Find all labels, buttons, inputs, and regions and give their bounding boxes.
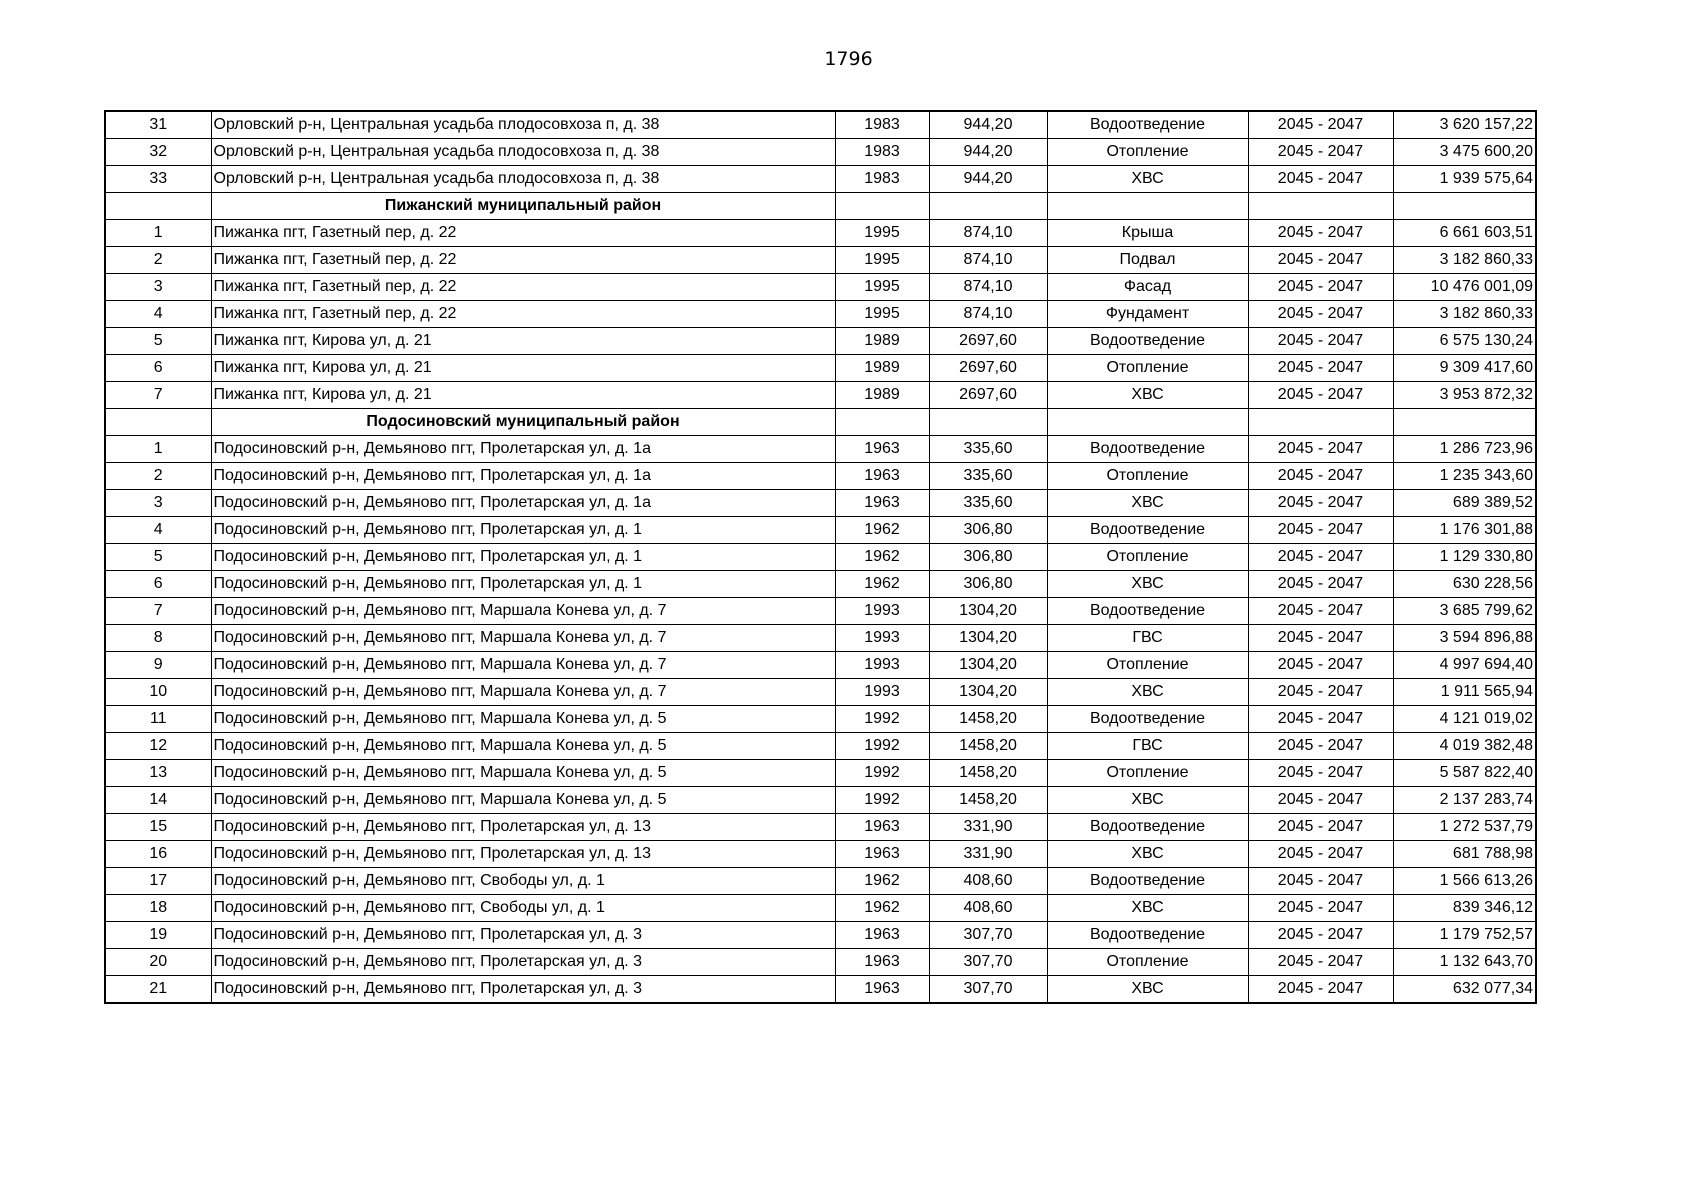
cost-cell: 630 228,56 [1393,571,1536,598]
page-number: 1796 [824,48,873,70]
area-cell: 335,60 [929,490,1047,517]
period-cell: 2045 - 2047 [1248,139,1393,166]
work-type-cell: Водоотведение [1047,598,1248,625]
period-cell: 2045 - 2047 [1248,328,1393,355]
area-cell: 1304,20 [929,625,1047,652]
area-cell: 307,70 [929,976,1047,1004]
period-cell: 2045 - 2047 [1248,220,1393,247]
year-cell: 1963 [835,490,929,517]
table-row [105,301,1536,328]
year-cell: 1995 [835,274,929,301]
table-row [105,922,1536,949]
section-header-row [105,409,1536,436]
table-row [105,598,1536,625]
address-cell: Орловский р-н, Центральная усадьба плодосовхоза п, д. 38 [211,139,835,166]
work-type-cell: ХВС [1047,841,1248,868]
year-cell: 1962 [835,544,929,571]
work-type-cell: ХВС [1047,382,1248,409]
row-number: 7 [105,382,211,409]
address-cell: Подосиновский р-н, Демьяново пгт, Пролетарская ул, д. 1 [211,517,835,544]
table-row [105,760,1536,787]
table-row [105,733,1536,760]
year-cell: 1989 [835,355,929,382]
empty-cell [929,193,1047,220]
address-cell: Подосиновский р-н, Демьяново пгт, Маршала Конева ул, д. 5 [211,787,835,814]
table-row [105,544,1536,571]
year-cell: 1992 [835,733,929,760]
work-type-cell: Отопление [1047,652,1248,679]
table-row [105,841,1536,868]
period-cell: 2045 - 2047 [1248,490,1393,517]
year-cell: 1983 [835,139,929,166]
year-cell: 1992 [835,760,929,787]
period-cell: 2045 - 2047 [1248,760,1393,787]
address-cell: Орловский р-н, Центральная усадьба плодосовхоза п, д. 38 [211,111,835,139]
work-type-cell: Фасад [1047,274,1248,301]
area-cell: 2697,60 [929,328,1047,355]
area-cell: 1458,20 [929,706,1047,733]
area-cell: 1304,20 [929,652,1047,679]
cost-cell: 1 176 301,88 [1393,517,1536,544]
cost-cell: 839 346,12 [1393,895,1536,922]
address-cell: Подосиновский р-н, Демьяново пгт, Пролетарская ул, д. 1а [211,490,835,517]
address-cell: Пижанка пгт, Газетный пер, д. 22 [211,274,835,301]
row-number: 5 [105,544,211,571]
year-cell: 1993 [835,625,929,652]
empty-cell [1393,193,1536,220]
row-number: 15 [105,814,211,841]
work-type-cell: Водоотведение [1047,111,1248,139]
period-cell: 2045 - 2047 [1248,598,1393,625]
area-cell: 331,90 [929,841,1047,868]
area-cell: 874,10 [929,301,1047,328]
row-number: 4 [105,301,211,328]
row-number: 19 [105,922,211,949]
cost-cell: 1 129 330,80 [1393,544,1536,571]
cost-cell: 1 939 575,64 [1393,166,1536,193]
work-type-cell: Отопление [1047,355,1248,382]
work-type-cell: ХВС [1047,571,1248,598]
area-cell: 306,80 [929,544,1047,571]
year-cell: 1963 [835,841,929,868]
empty-cell [105,193,211,220]
work-type-cell: ХВС [1047,166,1248,193]
row-number: 32 [105,139,211,166]
year-cell: 1992 [835,706,929,733]
address-cell: Подосиновский р-н, Демьяново пгт, Маршала Конева ул, д. 7 [211,652,835,679]
year-cell: 1995 [835,247,929,274]
row-number: 7 [105,598,211,625]
table-row [105,166,1536,193]
area-cell: 1458,20 [929,760,1047,787]
row-number: 31 [105,111,211,139]
period-cell: 2045 - 2047 [1248,571,1393,598]
cost-cell: 3 685 799,62 [1393,598,1536,625]
row-number: 3 [105,274,211,301]
work-type-cell: Отопление [1047,949,1248,976]
period-cell: 2045 - 2047 [1248,976,1393,1004]
address-cell: Пижанка пгт, Газетный пер, д. 22 [211,301,835,328]
table-row [105,436,1536,463]
section-header-row [105,193,1536,220]
cost-cell: 4 997 694,40 [1393,652,1536,679]
area-cell: 307,70 [929,949,1047,976]
row-number: 6 [105,571,211,598]
row-number: 18 [105,895,211,922]
address-cell: Подосиновский р-н, Демьяново пгт, Свободы ул, д. 1 [211,895,835,922]
area-cell: 306,80 [929,517,1047,544]
area-cell: 1304,20 [929,598,1047,625]
address-cell: Подосиновский р-н, Демьяново пгт, Пролетарская ул, д. 1а [211,436,835,463]
year-cell: 1995 [835,220,929,247]
table-row [105,139,1536,166]
cost-cell: 4 121 019,02 [1393,706,1536,733]
address-cell: Орловский р-н, Центральная усадьба плодосовхоза п, д. 38 [211,166,835,193]
area-cell: 306,80 [929,571,1047,598]
row-number: 13 [105,760,211,787]
cost-cell: 9 309 417,60 [1393,355,1536,382]
empty-cell [1248,193,1393,220]
address-cell: Подосиновский р-н, Демьяново пгт, Маршала Конева ул, д. 7 [211,598,835,625]
table-row [105,652,1536,679]
period-cell: 2045 - 2047 [1248,652,1393,679]
area-cell: 944,20 [929,111,1047,139]
address-cell: Подосиновский р-н, Демьяново пгт, Пролетарская ул, д. 13 [211,814,835,841]
area-cell: 874,10 [929,220,1047,247]
row-number: 17 [105,868,211,895]
row-number: 2 [105,463,211,490]
address-cell: Подосиновский р-н, Демьяново пгт, Пролетарская ул, д. 13 [211,841,835,868]
work-type-cell: Водоотведение [1047,517,1248,544]
work-type-cell: Водоотведение [1047,868,1248,895]
address-cell: Подосиновский р-н, Демьяново пгт, Пролетарская ул, д. 3 [211,922,835,949]
work-type-cell: ХВС [1047,895,1248,922]
row-number: 2 [105,247,211,274]
cost-cell: 632 077,34 [1393,976,1536,1004]
year-cell: 1963 [835,463,929,490]
cost-cell: 1 179 752,57 [1393,922,1536,949]
address-cell: Подосиновский р-н, Демьяново пгт, Пролетарская ул, д. 1 [211,571,835,598]
row-number: 11 [105,706,211,733]
cost-cell: 1 911 565,94 [1393,679,1536,706]
address-cell: Пижанка пгт, Кирова ул, д. 21 [211,355,835,382]
cost-cell: 3 182 860,33 [1393,247,1536,274]
cost-cell: 3 475 600,20 [1393,139,1536,166]
cost-cell: 1 286 723,96 [1393,436,1536,463]
work-type-cell: Отопление [1047,544,1248,571]
year-cell: 1993 [835,652,929,679]
cost-cell: 689 389,52 [1393,490,1536,517]
row-number: 4 [105,517,211,544]
cost-cell: 3 620 157,22 [1393,111,1536,139]
row-number: 8 [105,625,211,652]
period-cell: 2045 - 2047 [1248,247,1393,274]
work-type-cell: Водоотведение [1047,706,1248,733]
table-row [105,463,1536,490]
period-cell: 2045 - 2047 [1248,436,1393,463]
period-cell: 2045 - 2047 [1248,787,1393,814]
data-table [104,110,1537,1004]
table-row [105,787,1536,814]
period-cell: 2045 - 2047 [1248,679,1393,706]
table-body [105,111,1536,1003]
table-row [105,868,1536,895]
cost-cell: 5 587 822,40 [1393,760,1536,787]
year-cell: 1963 [835,976,929,1004]
year-cell: 1962 [835,895,929,922]
cost-cell: 3 182 860,33 [1393,301,1536,328]
table-row [105,490,1536,517]
period-cell: 2045 - 2047 [1248,949,1393,976]
cost-cell: 4 019 382,48 [1393,733,1536,760]
table-row [105,247,1536,274]
row-number: 6 [105,355,211,382]
cost-cell: 3 953 872,32 [1393,382,1536,409]
table-row [105,355,1536,382]
table-row [105,976,1536,1004]
work-type-cell: ХВС [1047,490,1248,517]
year-cell: 1962 [835,517,929,544]
period-cell: 2045 - 2047 [1248,922,1393,949]
address-cell: Пижанка пгт, Газетный пер, д. 22 [211,220,835,247]
empty-cell [105,409,211,436]
area-cell: 874,10 [929,247,1047,274]
address-cell: Подосиновский р-н, Демьяново пгт, Маршала Конева ул, д. 5 [211,733,835,760]
table-row [105,220,1536,247]
area-cell: 944,20 [929,166,1047,193]
row-number: 12 [105,733,211,760]
cost-cell: 1 235 343,60 [1393,463,1536,490]
area-cell: 331,90 [929,814,1047,841]
area-cell: 1304,20 [929,679,1047,706]
period-cell: 2045 - 2047 [1248,733,1393,760]
address-cell: Подосиновский р-н, Демьяново пгт, Свободы ул, д. 1 [211,868,835,895]
address-cell: Подосиновский р-н, Демьяново пгт, Маршала Конева ул, д. 7 [211,679,835,706]
table-row [105,274,1536,301]
work-type-cell: ХВС [1047,787,1248,814]
cost-cell: 1 272 537,79 [1393,814,1536,841]
period-cell: 2045 - 2047 [1248,841,1393,868]
table-row [105,895,1536,922]
cost-cell: 1 132 643,70 [1393,949,1536,976]
address-cell: Подосиновский р-н, Демьяново пгт, Пролетарская ул, д. 3 [211,949,835,976]
address-cell: Подосиновский р-н, Демьяново пгт, Маршала Конева ул, д. 5 [211,760,835,787]
work-type-cell: Отопление [1047,463,1248,490]
year-cell: 1995 [835,301,929,328]
row-number: 20 [105,949,211,976]
year-cell: 1989 [835,382,929,409]
year-cell: 1962 [835,868,929,895]
empty-cell [835,193,929,220]
cost-cell: 2 137 283,74 [1393,787,1536,814]
address-cell: Пижанка пгт, Кирова ул, д. 21 [211,382,835,409]
table-row [105,949,1536,976]
year-cell: 1993 [835,679,929,706]
work-type-cell: Водоотведение [1047,436,1248,463]
period-cell: 2045 - 2047 [1248,274,1393,301]
period-cell: 2045 - 2047 [1248,382,1393,409]
address-cell: Пижанка пгт, Газетный пер, д. 22 [211,247,835,274]
table-row [105,706,1536,733]
period-cell: 2045 - 2047 [1248,111,1393,139]
row-number: 21 [105,976,211,1004]
section-title: Подосиновский муниципальный район [211,409,835,436]
row-number: 5 [105,328,211,355]
table-row [105,517,1536,544]
period-cell: 2045 - 2047 [1248,544,1393,571]
year-cell: 1993 [835,598,929,625]
period-cell: 2045 - 2047 [1248,895,1393,922]
cost-cell: 6 661 603,51 [1393,220,1536,247]
table-row [105,679,1536,706]
address-cell: Пижанка пгт, Кирова ул, д. 21 [211,328,835,355]
work-type-cell: Крыша [1047,220,1248,247]
period-cell: 2045 - 2047 [1248,301,1393,328]
area-cell: 335,60 [929,463,1047,490]
period-cell: 2045 - 2047 [1248,355,1393,382]
cost-cell: 681 788,98 [1393,841,1536,868]
area-cell: 307,70 [929,922,1047,949]
year-cell: 1963 [835,436,929,463]
year-cell: 1963 [835,949,929,976]
period-cell: 2045 - 2047 [1248,868,1393,895]
work-type-cell: ГВС [1047,625,1248,652]
work-type-cell: Водоотведение [1047,814,1248,841]
year-cell: 1963 [835,814,929,841]
work-type-cell: Фундамент [1047,301,1248,328]
year-cell: 1962 [835,571,929,598]
empty-cell [1047,193,1248,220]
work-type-cell: Подвал [1047,247,1248,274]
period-cell: 2045 - 2047 [1248,166,1393,193]
year-cell: 1992 [835,787,929,814]
work-type-cell: ХВС [1047,976,1248,1004]
year-cell: 1983 [835,166,929,193]
table-row [105,382,1536,409]
empty-cell [1047,409,1248,436]
row-number: 10 [105,679,211,706]
table-row [105,814,1536,841]
area-cell: 2697,60 [929,355,1047,382]
period-cell: 2045 - 2047 [1248,625,1393,652]
row-number: 14 [105,787,211,814]
address-cell: Подосиновский р-н, Демьяново пгт, Пролетарская ул, д. 1 [211,544,835,571]
area-cell: 874,10 [929,274,1047,301]
row-number: 16 [105,841,211,868]
section-title: Пижанский муниципальный район [211,193,835,220]
row-number: 3 [105,490,211,517]
area-cell: 1458,20 [929,733,1047,760]
address-cell: Подосиновский р-н, Демьяново пгт, Маршала Конева ул, д. 7 [211,625,835,652]
period-cell: 2045 - 2047 [1248,814,1393,841]
area-cell: 2697,60 [929,382,1047,409]
work-type-cell: Водоотведение [1047,328,1248,355]
address-cell: Подосиновский р-н, Демьяново пгт, Пролетарская ул, д. 3 [211,976,835,1004]
period-cell: 2045 - 2047 [1248,517,1393,544]
year-cell: 1989 [835,328,929,355]
work-type-cell: Отопление [1047,139,1248,166]
row-number: 1 [105,436,211,463]
work-type-cell: Отопление [1047,760,1248,787]
address-cell: Подосиновский р-н, Демьяново пгт, Маршала Конева ул, д. 5 [211,706,835,733]
table-row [105,571,1536,598]
work-type-cell: Водоотведение [1047,922,1248,949]
year-cell: 1963 [835,922,929,949]
empty-cell [1393,409,1536,436]
area-cell: 944,20 [929,139,1047,166]
year-cell: 1983 [835,111,929,139]
cost-cell: 6 575 130,24 [1393,328,1536,355]
row-number: 1 [105,220,211,247]
area-cell: 408,60 [929,868,1047,895]
period-cell: 2045 - 2047 [1248,706,1393,733]
work-type-cell: ХВС [1047,679,1248,706]
table-row [105,111,1536,139]
row-number: 33 [105,166,211,193]
area-cell: 408,60 [929,895,1047,922]
address-cell: Подосиновский р-н, Демьяново пгт, Пролетарская ул, д. 1а [211,463,835,490]
row-number: 9 [105,652,211,679]
work-type-cell: ГВС [1047,733,1248,760]
table-row [105,625,1536,652]
table-row [105,328,1536,355]
empty-cell [1248,409,1393,436]
cost-cell: 3 594 896,88 [1393,625,1536,652]
area-cell: 1458,20 [929,787,1047,814]
empty-cell [929,409,1047,436]
cost-cell: 10 476 001,09 [1393,274,1536,301]
area-cell: 335,60 [929,436,1047,463]
cost-cell: 1 566 613,26 [1393,868,1536,895]
period-cell: 2045 - 2047 [1248,463,1393,490]
empty-cell [835,409,929,436]
